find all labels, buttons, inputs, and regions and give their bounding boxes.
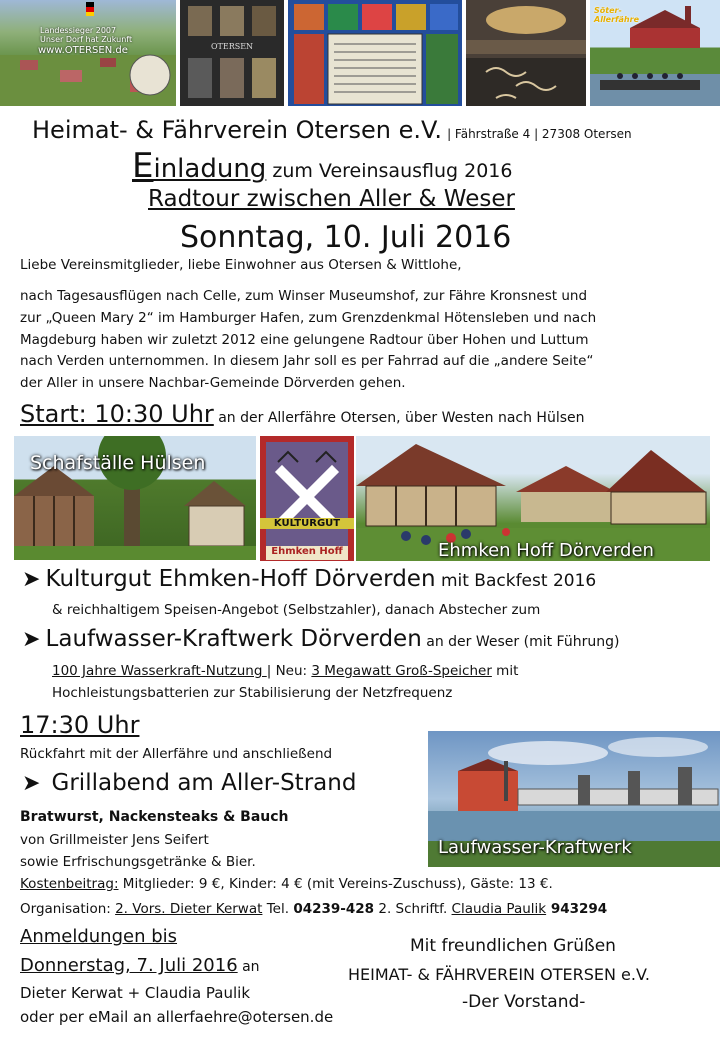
org-header xyxy=(32,116,632,144)
website-url: www.OTERSEN.de xyxy=(38,45,128,56)
arrowhead-bullet-icon: ➤ xyxy=(22,771,41,796)
registration-deadline xyxy=(20,955,260,976)
intro-line-1: nach Tagesausflügen nach Celle, zum Winser Museumshof, zur Fähre Kronsnest und xyxy=(20,288,588,304)
aerial-village-photo xyxy=(0,0,176,106)
return-ferry-text: Rückfahrt mit der Allerfähre und anschließend xyxy=(20,746,333,762)
kulturgut-desc: & reichhaltigem Speisen-Angebot (Selbstzahler), danach Abstecher zum xyxy=(52,602,541,618)
org-name: Heimat- & Fährverein Otersen e.V. xyxy=(32,116,442,144)
closing-org: HEIMAT- & FÄHRVEREIN OTERSEN e.V. xyxy=(348,965,650,984)
intro-line-2: zur „Queen Mary 2“ im Hamburger Hafen, zum Grenzdenkmal Hötensleben und nach xyxy=(20,310,597,326)
event-subtitle: Radtour zwischen Aller & Weser xyxy=(148,186,515,212)
logo-label: KULTURGUT xyxy=(260,518,354,529)
registration-an: an xyxy=(237,959,260,975)
start-desc: an der Allerfähre Otersen, über Westen nach Hülsen xyxy=(213,410,585,426)
title-initial: E xyxy=(132,146,154,186)
organizer-1: 2. Vors. Dieter Kerwat xyxy=(115,901,263,917)
ehmken-hoff-photo xyxy=(356,436,710,561)
arrowhead-bullet-icon: ➤ xyxy=(22,567,41,592)
kraftwerk-desc-1 xyxy=(52,663,518,679)
logo-sublabel: Ehmken Hoff xyxy=(271,546,343,557)
kulturgut-logo xyxy=(260,436,354,561)
title-rest: zum Vereinsausflug 2016 xyxy=(266,160,513,182)
registration-heading: Anmeldungen bis xyxy=(20,926,178,947)
greeting: Liebe Vereinsmitglieder, liebe Einwohner aus Otersen & Wittlohe, xyxy=(20,257,462,273)
title-word: inladung xyxy=(153,154,267,184)
ferry-photo xyxy=(590,0,720,106)
grill-item xyxy=(22,770,356,796)
book-cover-photo xyxy=(180,0,284,106)
award-text: Landessieger 2007 xyxy=(40,26,117,35)
book-title: OTERSEN xyxy=(210,42,254,51)
grill-chef: von Grillmeister Jens Seifert xyxy=(20,832,209,848)
organizer-2-role: 2. Schriftf. xyxy=(374,901,452,917)
cost-label: Kostenbeitrag: xyxy=(20,876,119,892)
kraftwerk-separator: | Neu: xyxy=(266,663,312,679)
sheep-barn-caption: Schafställe Hülsen xyxy=(30,452,206,474)
power-plant-caption: Laufwasser-Kraftwerk xyxy=(438,837,632,858)
organizer-2-phone: 943294 xyxy=(546,901,608,917)
grill-drinks: sowie Erfrischungsgetränke & Bier. xyxy=(20,854,256,870)
sheep-barn-photo xyxy=(14,436,256,560)
registration-date: Donnerstag, 7. Juli 2016 xyxy=(20,955,238,976)
church-window-photo xyxy=(288,0,462,106)
registration-email: oder per eMail an allerfaehre@otersen.de xyxy=(20,1008,334,1026)
kulturgut-item xyxy=(22,566,596,592)
event-date: Sonntag, 10. Juli 2016 xyxy=(180,220,512,255)
kulturgut-suffix: mit Backfest 2016 xyxy=(435,571,597,591)
kraftwerk-tail: mit xyxy=(491,663,519,679)
intro-line-5: der Aller in unsere Nachbar-Gemeinde Dörverden gehen. xyxy=(20,375,406,391)
organizer-2: Claudia Paulik xyxy=(451,901,547,917)
organizer-1-phone: 04239-428 xyxy=(293,901,375,917)
organisation-label: Organisation: xyxy=(20,901,116,917)
kraftwerk-link-speicher[interactable]: 3 Megawatt Groß-Speicher xyxy=(311,663,492,679)
tel-label: Tel. xyxy=(262,901,294,917)
kraftwerk-desc-2: Hochleistungsbatterien zur Stabilisierung der Netzfrequenz xyxy=(52,685,453,701)
closing-greeting: Mit freundlichen Grüßen xyxy=(410,936,616,956)
invitation-title xyxy=(132,146,512,186)
grill-menu: Bratwurst, Nackensteaks & Bauch xyxy=(20,809,289,825)
ehmken-hoff-caption: Ehmken Hoff Dörverden xyxy=(438,540,654,561)
kraftwerk-suffix: an der Weser (mit Führung) xyxy=(421,634,620,650)
kraftwerk-link-100-jahre[interactable]: 100 Jahre Wasserkraft-Nutzung xyxy=(52,663,267,679)
cost-line xyxy=(20,876,553,892)
grill-title: Grillabend am Aller-Strand xyxy=(51,770,357,796)
organisation-line xyxy=(20,901,607,917)
banner-strip xyxy=(0,0,720,108)
registration-contacts: Dieter Kerwat + Claudia Paulik xyxy=(20,984,251,1002)
kraftwerk-item xyxy=(22,626,619,652)
evening-time: 17:30 Uhr xyxy=(20,711,140,739)
intro-line-4: nach Verden unternommen. In diesem Jahr soll es per Fahrrad auf die „andere Seite“ xyxy=(20,353,594,369)
power-plant-photo xyxy=(428,731,720,867)
ferry-logo-text: Söter-Allerfähre xyxy=(594,6,639,24)
award-subtext: Unser Dorf hat Zukunft xyxy=(40,35,133,44)
kulturgut-title: Kulturgut Ehmken-Hoff Dörverden xyxy=(45,566,436,592)
start-time: Start: 10:30 Uhr xyxy=(20,400,214,428)
closing-board: -Der Vorstand- xyxy=(462,992,586,1012)
org-address: | Fährstraße 4 | 27308 Otersen xyxy=(447,127,632,141)
start-line xyxy=(20,400,585,428)
inscription-photo xyxy=(466,0,586,106)
intro-line-3: Magdeburg haben wir zuletzt 2012 eine gelungene Radtour über Hohen und Luttum xyxy=(20,332,589,348)
arrowhead-bullet-icon: ➤ xyxy=(22,627,41,652)
kraftwerk-title: Laufwasser-Kraftwerk Dörverden xyxy=(45,626,422,652)
cost-text: Mitglieder: 9 €, Kinder: 4 € (mit Vereins-Zuschuss), Gäste: 13 €. xyxy=(118,876,553,892)
